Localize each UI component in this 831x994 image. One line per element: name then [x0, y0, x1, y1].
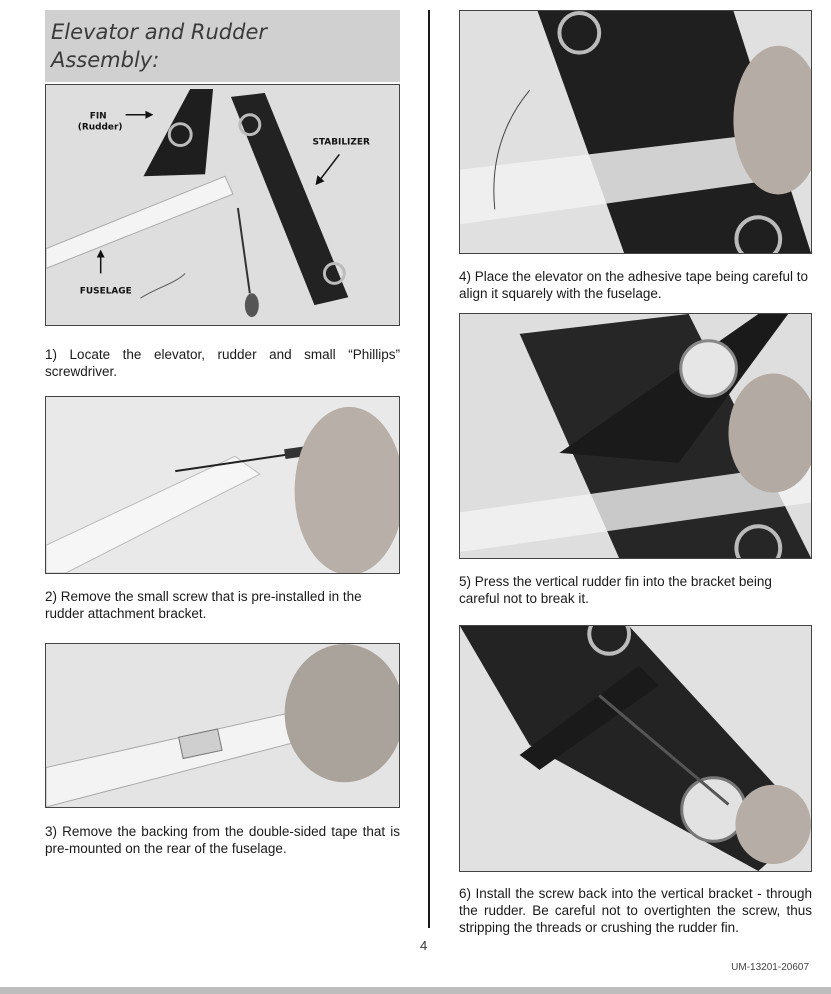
step-5-caption: 5) Press the vertical rudder fin into the bracket being careful not to break it.	[459, 574, 772, 606]
step-3-caption: 3) Remove the backing from the double-sided tape that is pre-mounted on the rear of the fuselage.	[45, 824, 400, 856]
photo-step-3-tape-backing	[45, 643, 400, 808]
label-stabilizer: STABILIZER	[312, 137, 370, 148]
column-divider	[428, 10, 430, 928]
document-code: UM-13201-20607	[731, 962, 809, 973]
label-rudder: (Rudder)	[77, 122, 123, 133]
label-fin: FIN	[89, 111, 107, 122]
bottom-rule	[0, 987, 831, 994]
step-6-caption: 6) Install the screw back into the vertical bracket - through the rudder. Be careful not to overtighten the screw, thus stripping the threads or crushing the rudder fin.	[459, 886, 812, 935]
section-title: Elevator and Rudder Assembly:	[51, 20, 268, 72]
photo-step-6-install-screw	[459, 625, 812, 872]
section-header	[45, 10, 400, 82]
photo-step-4-place-elevator	[459, 10, 812, 254]
label-fuselage: FUSELAGE	[79, 286, 132, 297]
photo-step-2-remove-screw	[45, 396, 400, 574]
step-1-caption: 1) Locate the elevator, rudder and small “Phillips” screwdriver.	[45, 347, 400, 379]
photo-step-5-press-rudder	[459, 313, 812, 559]
page-number: 4	[420, 938, 428, 953]
step-2-caption: 2) Remove the small screw that is pre-installed in the rudder attachment bracket.	[45, 589, 362, 621]
photo-step-1-parts	[45, 84, 400, 326]
step-4-caption: 4) Place the elevator on the adhesive tape being careful to align it squarely with the fuselage.	[459, 269, 808, 301]
